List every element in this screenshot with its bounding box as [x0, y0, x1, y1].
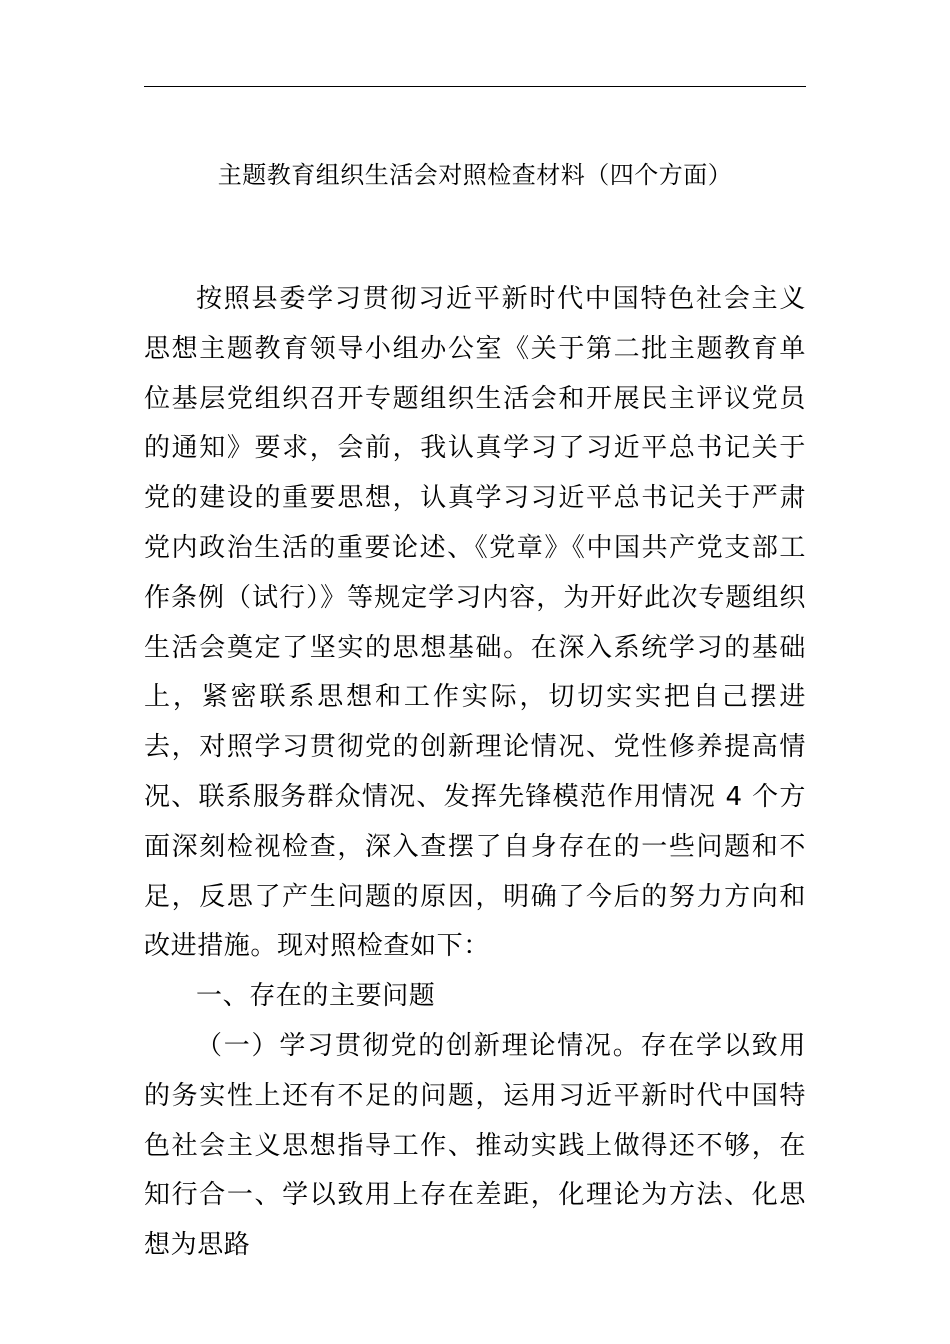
section-heading: 一、存在的主要问题 [196, 981, 436, 1012]
document-title: 主题教育组织生活会对照检查材料（四个方面） [217, 161, 733, 189]
document-body [144, 275, 806, 1271]
header-divider [144, 86, 806, 87]
intro-paragraph: 按照县委学习贯彻习近平新时代中国特色社会主义思想主题教育领导小组办公室《关于第二批主题教育单位基层党组织召开专题组织生活会和开展民主评议党员的通知》要求，会前，我认真学习了习近平总书记关于党的建设的重要思想，认真学习习近平总书记关于严肃党内政治生活的重要论述、《党章》《中国共产党支部工作条例（试行）》等规定学习内容，为开好此次专题组织生活会奠定了坚实的思想基础。在深入系统学习的基础上，紧密联系思想和工作实际，切切实实把自己摆进去，对照学习贯彻党的创新理论情况、党性修养提高情况、联系服务群众情况、发挥先锋模范作用情况 4 个方面深刻检视检查，深入查摆了自身存在的一些问题和不足，反思了产生问题的原因，明确了今后的努力方向和改进措施。现对照检查如下： [144, 284, 806, 962]
subsection-paragraph: （一）学习贯彻党的创新理论情况。存在学以致用的务实性上还有不足的问题，运用习近平新时代中国特色社会主义思想指导工作、推动实践上做得还不够，在知行合一、学以致用上存在差距，化理论为方法、化思想为思路 [144, 1030, 806, 1261]
